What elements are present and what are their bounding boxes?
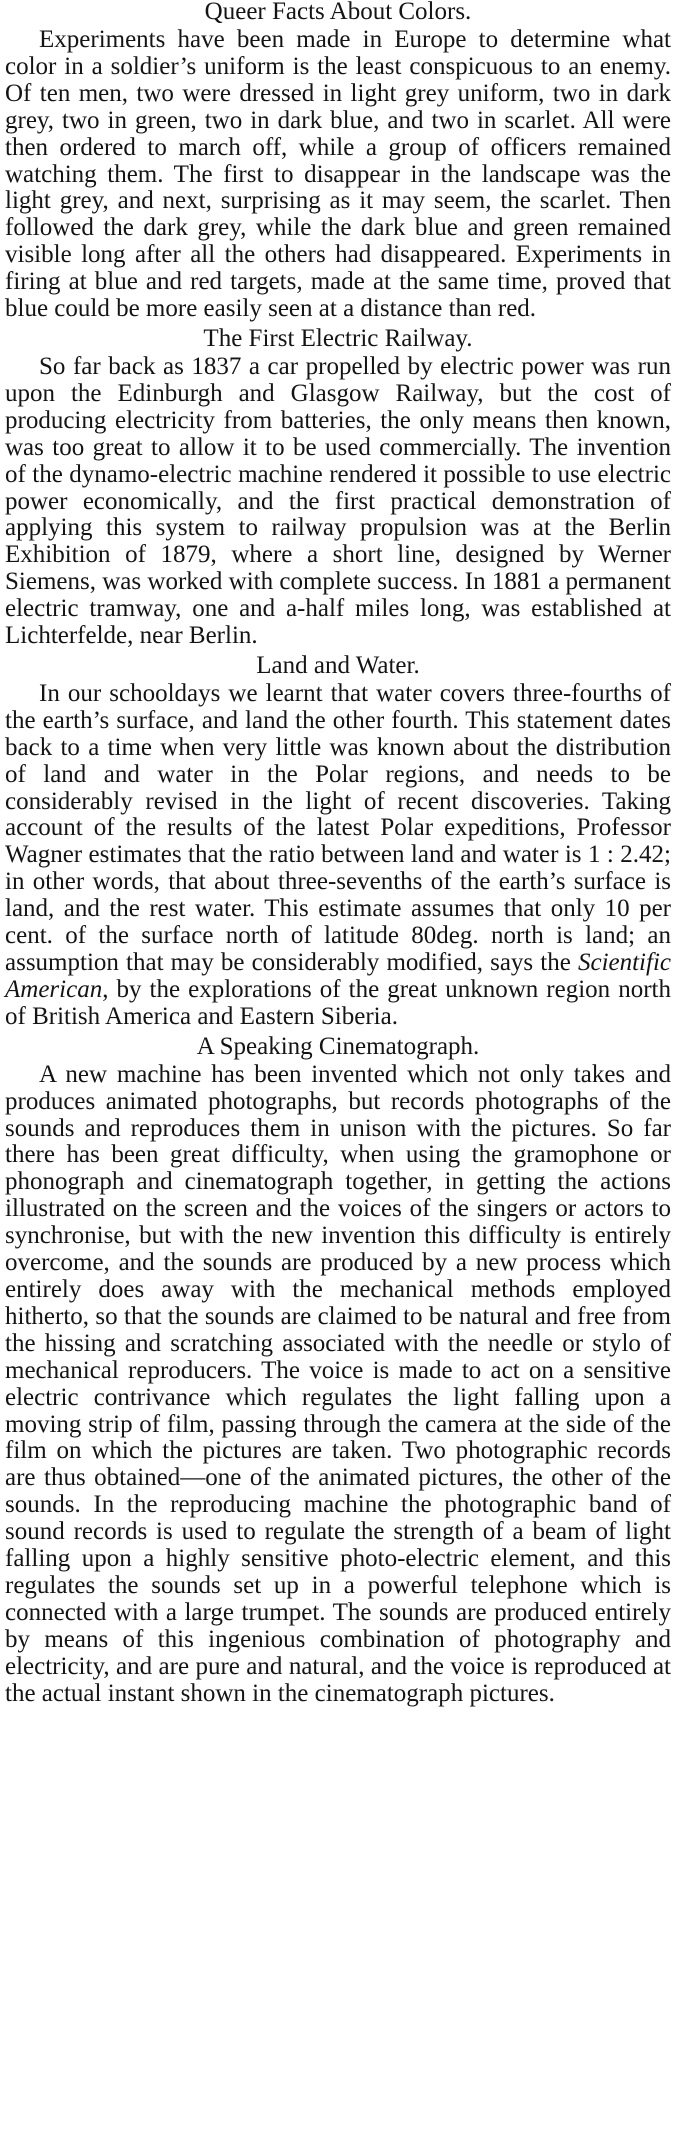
article-heading: A Speaking Cinematograph. [196, 1032, 480, 1060]
article-body-text: In our schooldays we learnt that water covers three-fourths of the earth’s surface, and land the other fourth. This statement dates back to a time when very little was known about the distribution of land and water in the Polar regions, and needs to be considerably revised in the light of recent discoveries. Taking account of the results of the latest Polar expeditions, Professor Wagner estimates that the ratio between land and water is 1 : 2.42; in other words, that about three-sevenths of the earth’s surface is land, and the rest water. This estimate assumes that only 10 per cent. of the surface north of latitude 80deg. north is land; an assumption that may be considerably modified, says the [5, 679, 671, 976]
article-body: So far back as 1837 a car propelled by electric power was run upon the Edinburgh and Glasgow Railway, but the cost of producing electricity from batteries, the only means then known, was too great to allow it to be used commercially. The invention of the dynamo-electric machine rendered it possible to use electric power economically, and the first practical demonstration of applying this system to railway propulsion was at the Berlin Exhibition of 1879, where a short line, designed by Werner Siemens, was worked with complete success. In 1881 a permanent electric tramway, one and a-half miles long, was established at Lichterfelde, near Berlin. [5, 352, 671, 650]
article-speaking-cinematograph [5, 1031, 671, 1708]
article-land-and-water [5, 650, 671, 1031]
article-heading: The First Electric Railway. [203, 324, 473, 352]
article-queer-facts-about-colors [5, 0, 671, 323]
article-heading: Land and Water. [256, 651, 420, 679]
article-first-electric-railway [5, 323, 671, 650]
article-heading: Queer Facts About Colors. [204, 0, 472, 25]
publication-title: Scientific American [5, 949, 671, 1003]
article-body-text: , by the explorations of the great unknown region north of British America and Eastern Siberia. [5, 975, 671, 1030]
article-body: Experiments have been made in Europe to determine what color in a soldier’s uniform is the least conspicuous to an enemy. Of ten men, two were dressed in light grey uniform, two in dark grey, two in green, two in dark blue, and two in scarlet. All were then ordered to march off, while a group of officers remained watching them. The first to disappear in the landscape was the light grey, and next, surprising as it may seem, the scarlet. Then followed the dark grey, while the dark blue and green remained visible long after all the others had disappeared. Experiments in firing at blue and red targets, made at the same time, proved that blue could be more easily seen at a distance than red. [5, 26, 671, 323]
article-body: A new machine has been invented which not only takes and produces animated photographs, but records photographs of the sounds and reproduces them in unison with the pictures. So far there has been great difficulty, when using the gramophone or phonograph and cinematograph together, in getting the actions illustrated on the screen and the voices of the singers or actors to synchronise, but with the new invention this difficulty is entirely overcome, and the sounds are produced by a new process which entirely does away with the mechanical methods employed hitherto, so that the sounds are claimed to be natural and free from the hissing and scratching associated with the needle or stylo of mechanical reproducers. The voice is made to act on a sensitive electric contrivance which regulates the light falling upon a moving strip of film, passing through the camera at the side of the film on which the pictures are taken. Two photographic records are thus obtained—one of the animated pictures, the other of the sounds. In the reproducing machine the photographic band of sound records is used to regulate the strength of a beam of light falling upon a highly sensitive photo-electric element, and this regulates the sounds set up in a powerful telephone which is connected with a large trumpet. The sounds are produced entirely by means of this ingenious combination of photography and electricity, and are pure and natural, and the voice is reproduced at the actual instant shown in the cinematograph pictures. [5, 1060, 671, 1707]
article-body [5, 681, 671, 1031]
